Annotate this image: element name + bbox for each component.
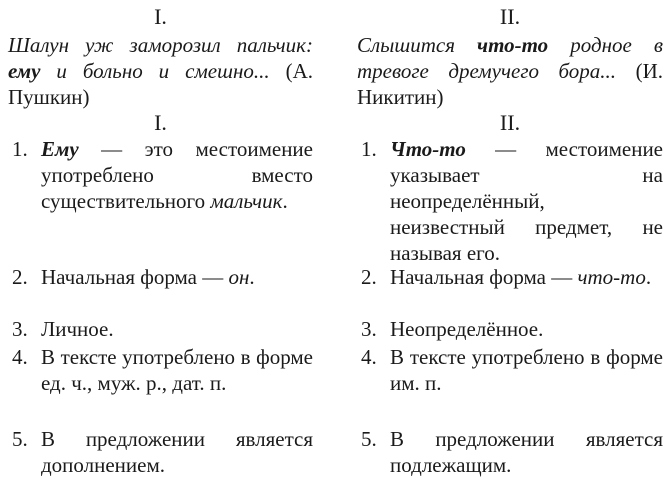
item-number: 3. — [12, 317, 28, 341]
item-text: — местоимение указывает на неопределённый, неизвестный предмет, не называя его. — [390, 137, 663, 265]
quote-text-continued: родное в тревоге дремучего бора... — [357, 33, 663, 83]
analysis-item-1 — [8, 136, 313, 214]
item-pronoun: Ему — [41, 137, 79, 161]
analysis-item-3 — [357, 316, 663, 342]
analysis-item-1 — [357, 136, 663, 266]
item-tail: . — [645, 265, 652, 289]
item-italic: мальчик — [210, 189, 283, 213]
item-pronoun: Что-то — [390, 137, 466, 161]
item-number: 5. — [12, 427, 28, 451]
item-text: Личное. — [41, 317, 114, 341]
item-number: 1. — [361, 137, 377, 161]
analysis-item-5 — [8, 426, 313, 478]
quote-text: Шалун уж заморозил пальчик: — [8, 33, 313, 57]
item-text: В предложении является подлежащим. — [390, 427, 663, 477]
item-text: Начальная форма — — [390, 265, 578, 289]
quote-pronoun: что-то — [477, 33, 549, 57]
item-number: 4. — [12, 345, 28, 369]
item-number: 2. — [12, 265, 28, 289]
analysis-item-3 — [8, 316, 313, 342]
item-text: В тексте употреблено в форме им. п. — [390, 345, 663, 395]
item-text: — это местоимение употреблено вместо существительного — [41, 137, 313, 213]
item-tail: . — [249, 265, 255, 289]
quote-source: (А. Пушкин) — [8, 59, 313, 109]
item-text: В тексте употреблено в форме ед. ч., муж. р., дат. п. — [41, 345, 313, 395]
column-numeral: II. — [499, 4, 521, 29]
column-left — [8, 0, 313, 477]
item-text: В предложении является дополнением. — [41, 427, 313, 477]
example-quote — [357, 32, 663, 110]
example-quote — [8, 32, 313, 110]
analysis-item-4 — [8, 344, 313, 396]
item-text: Начальная форма — — [41, 265, 229, 289]
item-text: Неопределённое. — [390, 317, 544, 341]
analysis-item-5 — [357, 426, 663, 478]
item-number: 5. — [361, 427, 377, 451]
analysis-item-2 — [8, 264, 313, 290]
analysis-item-2 — [357, 264, 663, 290]
item-number: 3. — [361, 317, 377, 341]
quote-text-continued: и больно и смешно... — [40, 59, 286, 83]
item-number: 4. — [361, 345, 377, 369]
item-number: 2. — [361, 265, 377, 289]
quote-pronoun: ему — [8, 59, 41, 83]
quote-text: Слышится — [357, 33, 478, 57]
item-tail: . — [282, 189, 288, 213]
column-right — [357, 0, 663, 477]
item-italic: он — [228, 265, 250, 289]
item-number: 1. — [12, 137, 28, 161]
analysis-numeral: I. — [154, 110, 167, 135]
quote-source: (И. Никитин) — [357, 59, 663, 109]
analysis-item-4 — [357, 344, 663, 396]
analysis-numeral: II. — [499, 110, 521, 135]
item-italic: что-то — [577, 265, 646, 289]
column-numeral: I. — [154, 4, 167, 29]
